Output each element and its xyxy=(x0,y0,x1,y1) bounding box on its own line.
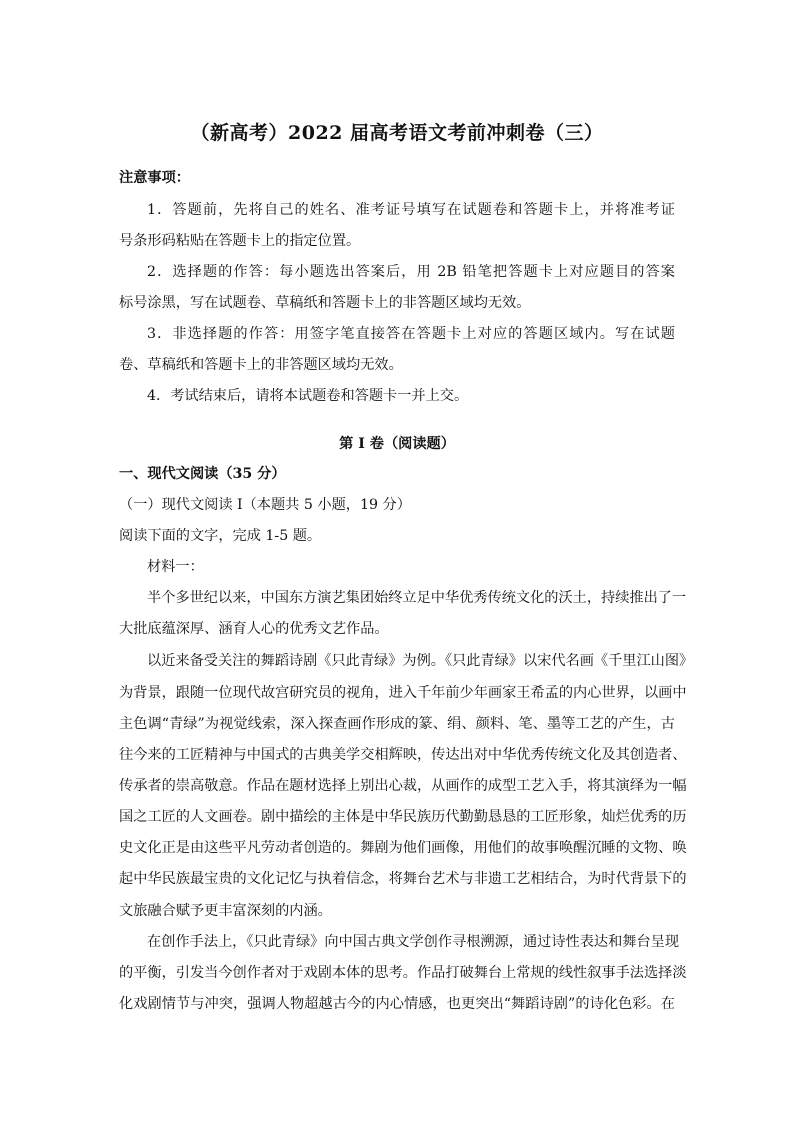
part-heading: 第 I 卷（阅读题） xyxy=(339,436,455,452)
paragraph-2-line-4: 往今来的工匠精神与中国式的古典美学交相辉映，传达出对中华优秀传统文化及其创造者、 xyxy=(119,747,687,763)
subsection-heading: （一）现代文阅读 I（本题共 5 小题，19 分） xyxy=(119,497,411,513)
section-heading: 一、现代文阅读（35 分） xyxy=(119,466,286,482)
paragraph-3-line-1: 在创作手法上，《只此青绿》向中国古典文学创作寻根溯源，通过诗性表达和舞台呈现 xyxy=(147,934,680,950)
notice-item-4-line-1: 4．考试结束后，请将本试题卷和答题卡一并上交。 xyxy=(147,388,469,404)
instruction-text: 阅读下面的文字，完成 1-5 题。 xyxy=(119,528,322,544)
paragraph-2-line-5: 传承者的崇高敬意。作品在题材选择上别出心裁，从画作的成型工艺入手，将其演绎为一幅 xyxy=(119,778,687,794)
notice-item-1-line-2: 号条形码粘贴在答题卡上的指定位置。 xyxy=(119,233,361,249)
material-label: 材料一： xyxy=(147,559,204,575)
notice-item-2-line-2: 标号涂黑，写在试题卷、草稿纸和答题卡上的非答题区域均无效。 xyxy=(119,295,531,311)
paragraph-1-line-2: 大批底蕴深厚、涵育人心的优秀文艺作品。 xyxy=(119,621,389,637)
paragraph-3-line-3: 化戏剧情节与冲突，强调人物超越古今的内心情感，也更突出“舞蹈诗剧”的诗化色彩。在 xyxy=(119,996,675,1012)
paragraph-2-line-6: 国之工匠的人文画卷。剧中描绘的主体是中华民族历代勤勤恳恳的工匠形象，灿烂优秀的历 xyxy=(119,809,687,825)
paragraph-3-line-2: 的平衡，引发当今创作者对于戏剧本体的思考。作品打破舞台上常规的线性叙事手法选择淡 xyxy=(119,965,687,981)
page-title: （新高考）2022 届高考语文考前冲刺卷（三） xyxy=(190,122,604,144)
paragraph-2-line-9: 文旅融合赋予更丰富深刻的内涵。 xyxy=(119,903,332,919)
paragraph-2-line-1: 以近来备受关注的舞蹈诗剧《只此青绿》为例。《只此青绿》以宋代名画《千里江山图》 xyxy=(147,653,694,669)
paragraph-2-line-2: 为背景，跟随一位现代故宫研究员的视角，进入千年前少年画家王希孟的内心世界，以画中 xyxy=(119,685,687,701)
notice-heading: 注意事项： xyxy=(119,170,190,186)
notice-item-2-line-1: 2．选择题的作答：每小题选出答案后，用 2B 铅笔把答题卡上对应题目的答案 xyxy=(147,264,675,280)
paragraph-1-line-1: 半个多世纪以来，中国东方演艺集团始终立足中华优秀传统文化的沃土，持续推出了一 xyxy=(147,590,687,606)
paragraph-2-line-7: 史文化正是由这些平凡劳动者创造的。舞剧为他们画像，用他们的故事唤醒沉睡的文物、唤 xyxy=(119,840,687,856)
notice-item-1-line-1: 1．答题前，先将自己的姓名、准考证号填写在试题卷和答题卡上，并将准考证 xyxy=(147,202,675,218)
paragraph-2-line-8: 起中华民族最宝贵的文化记忆与执着信念，将舞台艺术与非遗工艺相结合，为时代背景下的 xyxy=(119,871,687,887)
notice-item-3-line-1: 3．非选择题的作答：用签字笔直接答在答题卡上对应的答题区域内。写在试题 xyxy=(147,326,675,342)
paragraph-2-line-3: 主色调“青绿”为视觉线索，深入探查画作形成的篆、绢、颜料、笔、墨等工艺的产生，古 xyxy=(119,716,675,732)
notice-item-3-line-2: 卷、草稿纸和答题卡上的非答题区域均无效。 xyxy=(119,357,403,373)
